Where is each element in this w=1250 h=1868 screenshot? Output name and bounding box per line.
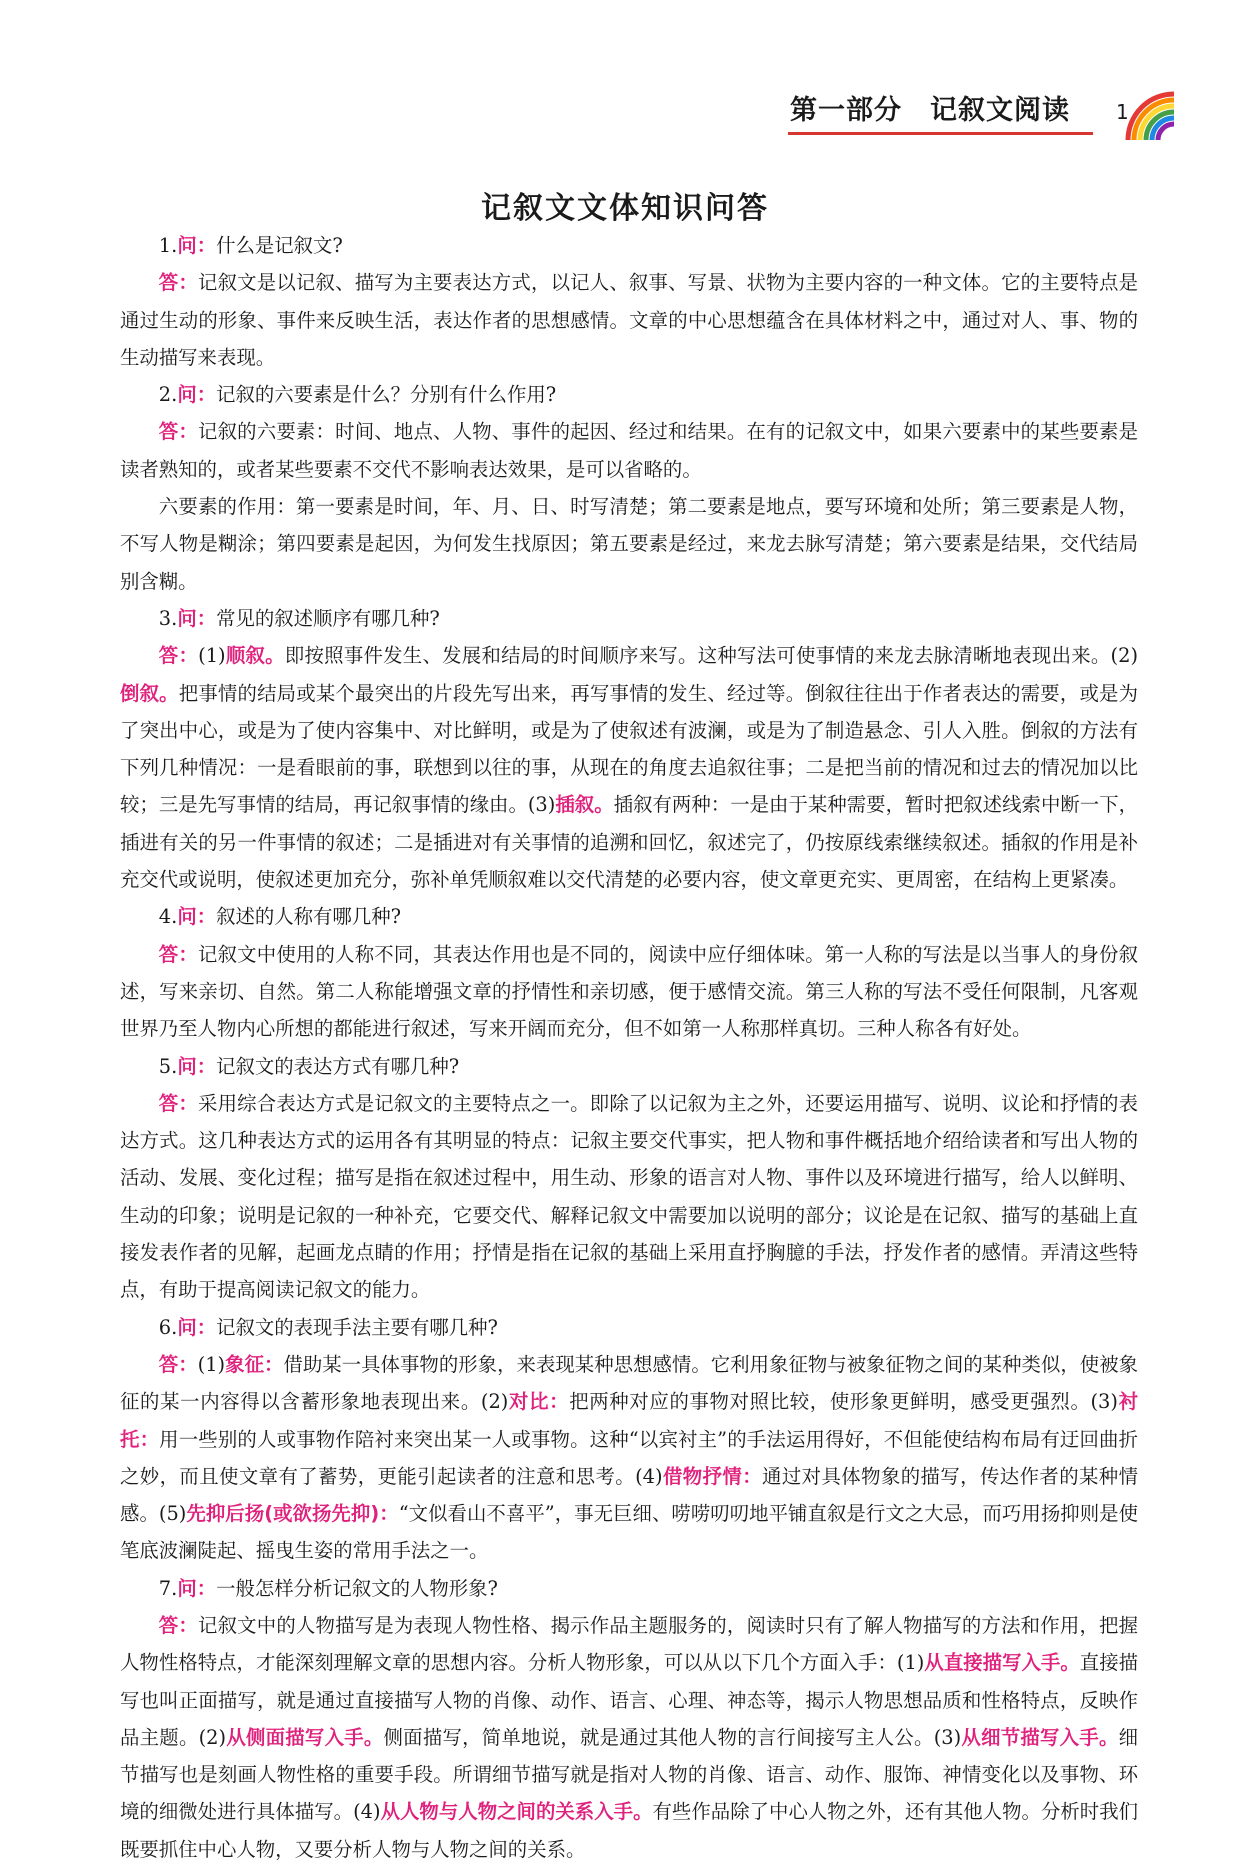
- qa-content: [120, 227, 1138, 1868]
- highlight-term: 从细节描写入手。: [961, 1725, 1119, 1749]
- highlight-term: 先抑后扬(或欲扬先抑)：: [186, 1502, 399, 1526]
- question-3: 3.问：常见的叙述顺序有哪几种?: [158, 606, 440, 630]
- question-label: 问：: [177, 905, 217, 929]
- answer-3: 答：(1)顺叙。即按照事件发生、发展和结局的时间顺序来写。这种写法可使事情的来龙去脉清晰地表现出来。(2)倒叙。把事情的结局或某个最突出的片段先写出来，再写事情的发生、经过等。倒叙往往出于作者表达的需要，或是为了突出中心，或是为了使内容集中、对比鲜明，或是为了使叙述有波澜，或是为了制造悬念、引人入胜。倒叙的方法有下列几种情况：一是看眼前的事，联想到以往的事，从现在的角度去追叙往事；二是把当前的情况和过去的情况加以比较；三是先写事情的结局，再记叙事情的缘由。(3)插叙。插叙有两种：一是由于某种需要，暂时把叙述线索中断一下，插进有关的另一件事情的叙述；二是插进对有关事情的追溯和回忆，叙述完了，仍按原线索继续叙述。插叙的作用是补充交代或说明，使叙述更加充分，弥补单凭顺叙难以交代清楚的必要内容，使文章更充实、更周密，在结构上更紧凑。: [120, 644, 1139, 892]
- answer-4: 答：记叙文中使用的人称不同，其表达作用也是不同的，阅读中应仔细体味。第一人称的写法是以当事人的身份叙述，写来亲切、自然。第二人称能增强文章的抒情性和亲切感，便于感情交流。第三人称的写法不受任何限制，凡客观世界乃至人物内心所想的都能进行叙述，写来开阔而充分，但不如第一人称那样真切。三种人称各有好处。: [120, 942, 1139, 1041]
- highlight-term: 倒叙。: [120, 681, 179, 705]
- question-6: 6.问：记叙文的表现手法主要有哪几种?: [158, 1315, 498, 1339]
- answer-label: 答：: [158, 1352, 198, 1376]
- answer-2-extra: 六要素的作用：第一要素是时间，年、月、日、时写清楚；第二要素是地点，要写环境和处所；第三要素是人物，不写人物是糊涂；第四要素是起因，为何发生找原因；第五要素是经过，来龙去脉写清楚；第六要素是结果，交代结局别含糊。: [120, 495, 1138, 593]
- answer-label: 答：: [158, 1613, 198, 1637]
- question-5: 5.问：记叙文的表达方式有哪几种?: [158, 1054, 460, 1078]
- page-number: 1: [1116, 100, 1129, 124]
- rainbow-icon: [1120, 72, 1182, 142]
- highlight-term: 象征：: [225, 1352, 284, 1376]
- question-label: 问：: [177, 606, 217, 630]
- highlight-term: 借物抒情：: [662, 1464, 763, 1488]
- answer-label: 答：: [158, 1091, 198, 1115]
- question-2: 2.问：记叙的六要素是什么？分别有什么作用?: [158, 383, 557, 407]
- page-title: 记叙文文体知识问答: [481, 191, 769, 226]
- question-label: 问：: [177, 1576, 217, 1600]
- question-label: 问：: [177, 1315, 217, 1339]
- question-7: 7.问：一般怎样分析记叙文的人物形象?: [158, 1576, 498, 1600]
- answer-label: 答：: [158, 420, 198, 444]
- highlight-term: 从人物与人物之间的关系入手。: [380, 1800, 653, 1824]
- answer-6: 答：(1)象征：借助某一具体事物的形象，来表现某种思想感情。它利用象征物与被象征物之间的某种类似，使被象征的某一内容得以含蓄形象地表现出来。(2)对比：把两种对应的事物对照比较，使形象更鲜明，感受更强烈。(3)衬托：用一些别的人或事物作陪衬来突出某一人或事物。这种“以宾衬主”的手法运用得好，不但能使结构布局有迂回曲折之妙，而且使文章有了蓄势，更能引起读者的注意和思考。(4)借物抒情：通过对具体物象的描写，传达作者的某种情感。(5)先抑后扬(或欲扬先抑)：“文似看山不喜平”，事无巨细、唠唠叨叨地平铺直叙是行文之大忌，而巧用扬抑则是使笔底波澜陡起、摇曳生姿的常用手法之一。: [120, 1352, 1139, 1563]
- header-section: 记叙文阅读: [930, 95, 1070, 126]
- highlight-term: 从直接描写入手。: [924, 1651, 1080, 1675]
- question-4: 4.问：叙述的人称有哪几种?: [158, 905, 402, 929]
- highlight-term: 从侧面描写入手。: [226, 1725, 384, 1749]
- question-label: 问：: [177, 234, 217, 257]
- answer-2: 答：记叙的六要素：时间、地点、人物、事件的起因、经过和结果。在有的记叙文中，如果六要素中的某些要素是读者熟知的，或者某些要素不交代不影响表达效果，是可以省略的。: [120, 420, 1139, 481]
- highlight-term: 衬托：: [120, 1390, 1139, 1451]
- running-header: [790, 88, 1095, 127]
- answer-1: 答：记叙文是以记叙、描写为主要表达方式，以记人、叙事、写景、状物为主要内容的一种文体。它的主要特点是通过生动的形象、事件来反映生活，表达作者的思想感情。文章的中心思想蕴含在具体材料之中，通过对人、事、物的生动描写来表现。: [120, 271, 1139, 369]
- header-rule: [788, 132, 1093, 135]
- answer-label: 答：: [158, 271, 198, 295]
- answer-label: 答：: [158, 942, 198, 966]
- answer-5: 答：采用综合表达方式是记叙文的主要特点之一。即除了以记叙为主之外，还要运用描写、说明、议论和抒情的表达方式。这几种表达方式的运用各有其明显的特点：记叙主要交代事实，把人物和事件概括地介绍给读者和写出人物的活动、发展、变化过程；描写是指在叙述过程中，用生动、形象的语言对人物、事件以及环境进行描写，给人以鲜明、生动的印象；说明是记叙的一种补充，它要交代、解释记叙文中需要加以说明的部分；议论是在记叙、描写的基础上直接发表作者的见解，起画龙点睛的作用；抒情是指在记叙的基础上采用直抒胸臆的手法，抒发作者的感情。弄清这些特点，有助于提高阅读记叙文的能力。: [120, 1091, 1139, 1302]
- header-part: 第一部分: [790, 95, 902, 126]
- highlight-term: 顺叙。: [225, 644, 285, 668]
- answer-7: 答：记叙文中的人物描写是为表现人物性格、揭示作品主题服务的，阅读时只有了解人物描写的方法和作用，把握人物性格特点，才能深刻理解文章的思想内容。分析人物形象，可以从以下几个方面入手：(1)从直接描写入手。直接描写也叫正面描写，就是通过直接描写人物的肖像、动作、语言、心理、神态等，揭示人物思想品质和性格特点，反映作品主题。(2)从侧面描写入手。侧面描写，简单地说，就是通过其他人物的言行间接写主人公。(3)从细节描写入手。细节描写也是刻画人物性格的重要手段。所谓细节描写就是指对人物的肖像、语言、动作、服饰、神情变化以及事物、环境的细微处进行具体描写。(4)从人物与人物之间的关系入手。有些作品除了中心人物之外，还有其他人物。分析时我们既要抓住中心人物，又要分析人物与人物之间的关系。: [120, 1613, 1139, 1861]
- question-label: 问：: [177, 1054, 217, 1078]
- question-label: 问：: [177, 383, 217, 407]
- answer-label: 答：: [158, 644, 199, 668]
- highlight-term: 对比：: [508, 1390, 570, 1414]
- question-1: 1.问：什么是记叙文?: [158, 234, 343, 257]
- highlight-term: 插叙。: [555, 793, 614, 817]
